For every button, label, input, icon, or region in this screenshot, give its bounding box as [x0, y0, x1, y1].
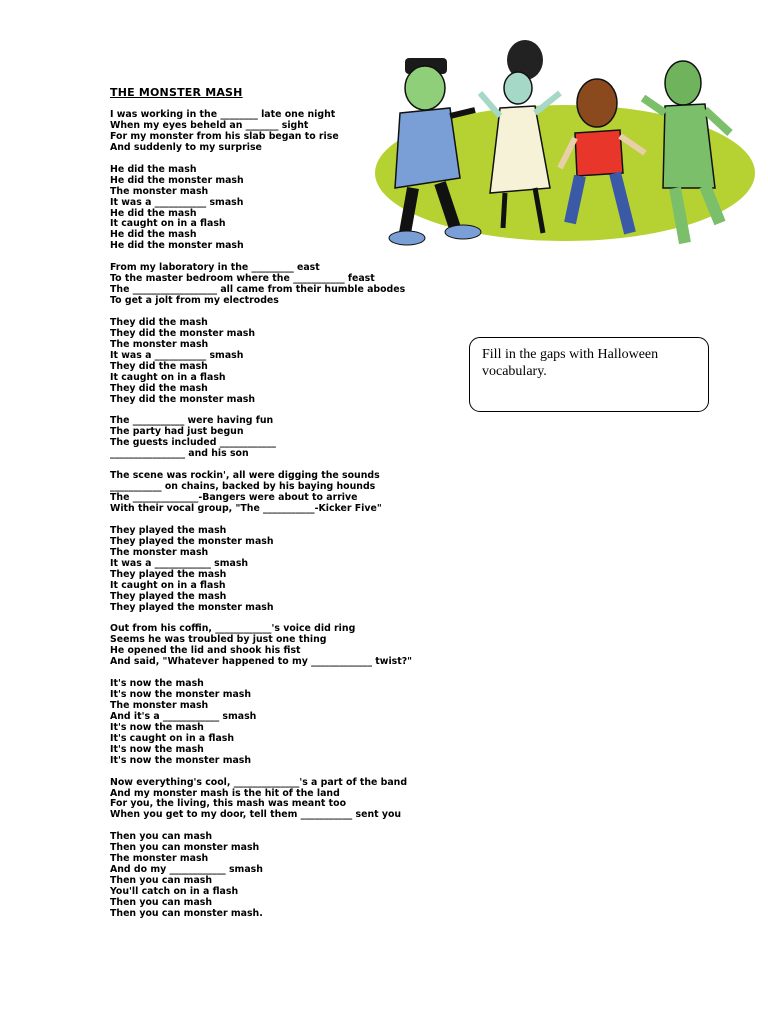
lyrics-stanza: [110, 778, 450, 822]
lyric-line: And it's a ____________ smash: [110, 710, 257, 722]
lyric-line: And my monster mash is the hit of the land: [110, 787, 340, 799]
lyric-line: They played the monster mash: [110, 535, 274, 547]
lyric-line: It's caught on in a flash: [110, 732, 235, 744]
lyric-line: The monster mash: [110, 853, 209, 865]
lyric-line: With their vocal group, "The ___________-Kicker Five": [110, 503, 382, 514]
lyric-line: Now everything's cool, ______________'s a part of the band: [110, 776, 408, 788]
worksheet-title: THE MONSTER MASH: [110, 86, 243, 99]
lyric-line: He did the mash: [110, 229, 197, 241]
lyric-line: It caught on in a flash: [110, 579, 226, 591]
lyric-line: You'll catch on in a flash: [110, 886, 239, 898]
lyric-line: For you, the living, this mash was meant too: [110, 798, 347, 810]
lyric-line: They played the mash: [110, 590, 227, 602]
monsters-dancing-illustration: [375, 38, 755, 266]
lyric-line: He opened the lid and shook his fist: [110, 645, 301, 657]
lyric-line: Seems he was troubled by just one thing: [110, 634, 327, 646]
lyric-line: Then you can mash: [110, 831, 213, 843]
lyric-line: The monster mash: [110, 546, 209, 558]
lyric-line: They played the monster mash: [110, 601, 274, 613]
lyric-line: From my laboratory in the _________ east: [110, 262, 320, 274]
lyrics-stanza: [110, 471, 450, 515]
lyrics-stanza: [110, 416, 450, 460]
lyric-line: The ___________ were having fun: [110, 415, 274, 427]
lyric-line: And suddenly to my surprise: [110, 141, 262, 153]
lyric-line: ___________ on chains, backed by his baying hounds: [110, 481, 376, 493]
lyric-line: When my eyes beheld an _______ sight: [110, 119, 309, 131]
lyric-line: Out from his coffin, ____________'s voice did ring: [110, 623, 356, 635]
lyric-line: For my monster from his slab began to rise: [110, 130, 339, 142]
lyric-line: The monster mash: [110, 185, 209, 197]
lyric-line: The monster mash: [110, 699, 209, 711]
instruction-box: [469, 337, 709, 412]
lyric-line: He did the mash: [110, 163, 197, 175]
lyric-line: It was a ___________ smash: [110, 349, 244, 361]
lyric-line: The __________________ all came from their humble abodes: [110, 284, 406, 296]
lyric-line: When you get to my door, tell them ___________ sent you: [110, 809, 402, 821]
lyric-line: I was working in the ________ late one night: [110, 109, 336, 120]
lyric-line: Then you can mash: [110, 897, 213, 908]
lyric-line: The party had just begun: [110, 426, 244, 438]
lyric-line: To the master bedroom where the ___________ feast: [110, 273, 375, 285]
lyric-line: Then you can monster mash: [110, 842, 260, 854]
lyric-line: They did the mash: [110, 316, 208, 328]
lyric-line: They did the monster mash: [110, 393, 256, 405]
lyric-line: It's now the mash: [110, 743, 204, 755]
lyric-line: It was a ____________ smash: [110, 557, 249, 569]
lyric-line: Then you can mash: [110, 875, 213, 887]
lyric-line: They did the mash: [110, 360, 208, 372]
lyric-line: They played the mash: [110, 524, 227, 536]
lyric-line: They did the mash: [110, 382, 208, 394]
lyric-line: And said, "Whatever happened to my _____________ twist?": [110, 656, 413, 668]
lyric-line: It caught on in a flash: [110, 218, 226, 230]
lyric-line: He did the monster mash: [110, 240, 244, 252]
lyric-line: Then you can monster mash.: [110, 907, 263, 919]
lyrics-stanza: [110, 526, 450, 614]
lyric-line: The monster mash: [110, 338, 209, 350]
lyric-line: And do my ____________ smash: [110, 864, 263, 876]
lyric-line: It's now the monster mash: [110, 689, 252, 701]
lyrics-stanza: [110, 318, 450, 406]
lyric-line: To get a jolt from my electrodes: [110, 295, 279, 307]
instruction-text: Fill in the gaps with Halloween vocabulary.: [482, 347, 659, 379]
lyric-line: It's now the mash: [110, 721, 204, 733]
lyric-line: It caught on in a flash: [110, 371, 226, 383]
lyrics-stanza: [110, 679, 450, 767]
lyric-line: They played the mash: [110, 568, 227, 580]
lyric-line: It's now the monster mash: [110, 754, 252, 766]
lyrics-stanza: [110, 263, 450, 307]
lyrics-stanza: [110, 624, 450, 668]
lyric-line: It's now the mash: [110, 678, 204, 690]
lyrics-stanza: [110, 832, 450, 920]
lyric-line: He did the mash: [110, 207, 197, 219]
lyric-line: The guests included ____________: [110, 437, 276, 449]
lyric-line: It was a ___________ smash: [110, 196, 244, 208]
lyric-line: ________________ and his son: [110, 448, 249, 460]
lyric-line: The scene was rockin', all were digging the sounds: [110, 470, 380, 482]
lyric-line: They did the monster mash: [110, 327, 256, 339]
lyric-line: The ______________-Bangers were about to arrive: [110, 492, 358, 504]
lyric-line: He did the monster mash: [110, 174, 244, 186]
